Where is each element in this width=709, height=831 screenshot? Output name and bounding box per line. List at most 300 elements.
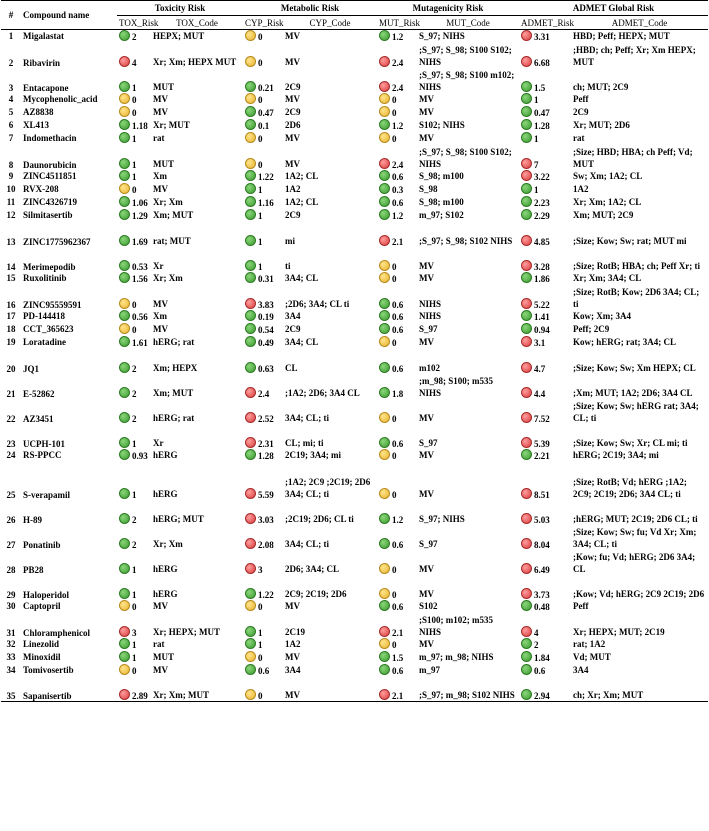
risk-indicator-icon bbox=[521, 689, 532, 700]
risk-score: 0.47 bbox=[534, 108, 550, 118]
cyp-code: 2D6 bbox=[285, 120, 301, 130]
risk-score: 1.2 bbox=[392, 514, 404, 525]
cyp-code: 1A2; CL bbox=[285, 197, 319, 207]
risk-score: 2.29 bbox=[534, 211, 550, 221]
risk-score: 0 bbox=[392, 589, 397, 600]
table-row bbox=[1, 106, 708, 119]
admet-code: Peff bbox=[573, 601, 589, 611]
admet-code: ;Size; Kow; Sw; fu; Vd Xr; Xm; 3A4; CL; ti bbox=[573, 526, 697, 549]
risk-indicator-icon bbox=[245, 260, 256, 271]
risk-score: 6.49 bbox=[534, 564, 550, 575]
risk-score: 1 bbox=[132, 172, 137, 182]
risk-indicator-icon bbox=[119, 310, 130, 321]
mut-risk bbox=[377, 196, 417, 209]
admet-risk bbox=[519, 323, 571, 336]
admet-code: ;Kow; Vd; hERG; 2C9 2C19; 2D6 bbox=[573, 588, 705, 599]
risk-indicator-icon bbox=[379, 689, 390, 700]
row-number: 19 bbox=[6, 337, 16, 347]
risk-score: 0.6 bbox=[258, 666, 270, 676]
risk-indicator-icon bbox=[119, 387, 130, 398]
mut-risk bbox=[377, 399, 417, 424]
cyp-risk bbox=[243, 424, 283, 449]
risk-indicator-icon bbox=[119, 651, 130, 662]
tox-code: MUT bbox=[153, 158, 174, 169]
tox-risk bbox=[117, 93, 151, 106]
tox-risk bbox=[117, 525, 151, 550]
admet-risk bbox=[519, 677, 571, 702]
risk-score: 0 bbox=[392, 261, 397, 272]
risk-score: 0 bbox=[392, 95, 397, 105]
compound-name: Linezolid bbox=[23, 639, 60, 649]
mut-code: MV bbox=[419, 488, 434, 499]
cyp-risk bbox=[243, 285, 283, 310]
cyp-risk bbox=[243, 132, 283, 145]
risk-indicator-icon bbox=[245, 119, 256, 130]
admet-risk bbox=[519, 600, 571, 613]
risk-score: 0 bbox=[132, 602, 137, 612]
tox-code: hERG; rat bbox=[153, 412, 195, 423]
row-number: 4 bbox=[8, 94, 14, 104]
cyp-risk bbox=[243, 525, 283, 550]
compound-name: Entacapone bbox=[23, 82, 69, 93]
admet-risk bbox=[519, 285, 571, 310]
risk-score: 7 bbox=[534, 159, 539, 170]
risk-indicator-icon bbox=[245, 362, 256, 373]
risk-score: 1.86 bbox=[534, 274, 550, 284]
risk-score: 1.22 bbox=[258, 589, 274, 600]
risk-indicator-icon bbox=[119, 158, 130, 169]
row-number: 13 bbox=[6, 236, 16, 247]
risk-indicator-icon bbox=[245, 638, 256, 649]
risk-indicator-icon bbox=[379, 260, 390, 271]
header-mut-code: MUT_Code bbox=[417, 16, 519, 30]
mut-risk bbox=[377, 500, 417, 525]
risk-indicator-icon bbox=[245, 235, 256, 246]
risk-indicator-icon bbox=[245, 310, 256, 321]
risk-score: 2.08 bbox=[258, 539, 274, 550]
cyp-risk bbox=[243, 209, 283, 222]
admet-code: ;hERG; MUT; 2C19; 2D6 CL; ti bbox=[573, 513, 698, 524]
admet-risk bbox=[519, 222, 571, 247]
risk-score: 1.06 bbox=[132, 198, 148, 208]
risk-indicator-icon bbox=[119, 412, 130, 423]
cyp-code: MV bbox=[285, 601, 300, 611]
tox-risk bbox=[117, 462, 151, 500]
table-row bbox=[1, 183, 708, 196]
tox-code: rat; MUT bbox=[153, 235, 191, 246]
admet-risk bbox=[519, 310, 571, 323]
risk-score: 0 bbox=[392, 338, 397, 348]
admet-code: Kow; Xm; 3A4 bbox=[573, 311, 631, 321]
mut-risk bbox=[377, 651, 417, 664]
mut-code: ;S_97; S_98; S100 S102; NIHS bbox=[419, 44, 512, 67]
row-number: 27 bbox=[6, 539, 16, 550]
risk-indicator-icon bbox=[245, 626, 256, 637]
risk-indicator-icon bbox=[521, 387, 532, 398]
risk-score: 0.19 bbox=[258, 312, 274, 322]
risk-score: 1.5 bbox=[534, 82, 546, 93]
cyp-risk bbox=[243, 600, 283, 613]
risk-indicator-icon bbox=[119, 170, 130, 181]
mut-code: ;S_97; S_98; S100 m102; NIHS bbox=[419, 69, 515, 92]
mut-code: ;m_98; S100; m535 NIHS bbox=[419, 375, 493, 398]
admet-code: Kow; hERG; rat; 3A4; CL bbox=[573, 337, 676, 347]
mut-code: MV bbox=[419, 273, 434, 283]
admet-code: rat bbox=[573, 133, 585, 143]
tox-risk bbox=[117, 106, 151, 119]
risk-score: 0.93 bbox=[132, 451, 148, 461]
mut-code: S_98 bbox=[419, 184, 438, 194]
risk-indicator-icon bbox=[379, 93, 390, 104]
risk-score: 0.1 bbox=[258, 121, 270, 131]
risk-score: 2.94 bbox=[534, 691, 550, 701]
cyp-risk bbox=[243, 575, 283, 600]
cyp-risk bbox=[243, 310, 283, 323]
compound-name: H-89 bbox=[23, 514, 42, 525]
tox-code: Xr; HEPX; MUT bbox=[153, 626, 220, 637]
admet-code: 1A2 bbox=[573, 184, 589, 194]
risk-indicator-icon bbox=[521, 437, 532, 448]
admet-code: ch; MUT; 2C9 bbox=[573, 81, 629, 92]
tox-risk bbox=[117, 196, 151, 209]
risk-indicator-icon bbox=[379, 387, 390, 398]
table-row bbox=[1, 285, 708, 310]
tox-risk bbox=[117, 132, 151, 145]
tox-risk bbox=[117, 664, 151, 677]
cyp-code: ;2C19; 2D6; CL ti bbox=[285, 513, 354, 524]
risk-indicator-icon bbox=[521, 336, 532, 347]
mut-risk bbox=[377, 132, 417, 145]
risk-score: 0 bbox=[258, 602, 263, 612]
admet-risk bbox=[519, 525, 571, 550]
risk-score: 3.1 bbox=[534, 338, 546, 348]
compound-name: UCPH-101 bbox=[23, 438, 65, 449]
cyp-risk bbox=[243, 323, 283, 336]
mut-risk bbox=[377, 145, 417, 170]
risk-score: 1.18 bbox=[132, 121, 148, 131]
tox-risk bbox=[117, 638, 151, 651]
cyp-code: ;1A2; 2C9 ;2C19; 2D6 3A4; CL; ti bbox=[285, 476, 371, 499]
table-row bbox=[1, 196, 708, 209]
risk-score: 4.7 bbox=[534, 363, 546, 374]
risk-indicator-icon bbox=[245, 81, 256, 92]
risk-indicator-icon bbox=[119, 563, 130, 574]
risk-indicator-icon bbox=[119, 132, 130, 143]
tox-risk bbox=[117, 272, 151, 285]
risk-indicator-icon bbox=[245, 158, 256, 169]
compound-name: Ribavirin bbox=[23, 57, 61, 68]
table-row bbox=[1, 613, 708, 638]
row-number: 33 bbox=[6, 652, 16, 662]
risk-indicator-icon bbox=[119, 298, 130, 309]
cyp-risk bbox=[243, 43, 283, 68]
compound-name: PD-144418 bbox=[23, 311, 65, 321]
cyp-code: 2D6; 3A4; CL bbox=[285, 563, 339, 574]
mut-code: S_98; m100 bbox=[419, 197, 464, 207]
risk-indicator-icon bbox=[119, 81, 130, 92]
cyp-code: CL bbox=[285, 362, 298, 373]
mut-risk bbox=[377, 449, 417, 462]
mut-code: S102; NIHS bbox=[419, 120, 465, 130]
tox-risk bbox=[117, 677, 151, 702]
tox-code: Xr; Xm; HEPX MUT bbox=[153, 56, 237, 67]
admet-code: Peff bbox=[573, 94, 589, 104]
risk-indicator-icon bbox=[245, 600, 256, 611]
admet-risk bbox=[519, 550, 571, 575]
row-number: 25 bbox=[6, 489, 16, 500]
risk-indicator-icon bbox=[245, 387, 256, 398]
admet-code: ;Xm; MUT; 1A2; 2D6; 3A4 CL bbox=[573, 387, 693, 398]
risk-score: 0.6 bbox=[534, 666, 546, 676]
admet-risk bbox=[519, 449, 571, 462]
risk-score: 1 bbox=[132, 640, 137, 650]
risk-indicator-icon bbox=[119, 30, 130, 41]
row-number: 34 bbox=[6, 665, 16, 675]
risk-indicator-icon bbox=[521, 298, 532, 309]
risk-indicator-icon bbox=[119, 538, 130, 549]
tox-code: hERG bbox=[153, 488, 178, 499]
header-tox-code: TOX_Code bbox=[151, 16, 243, 30]
risk-score: 2 bbox=[132, 413, 137, 424]
mut-risk bbox=[377, 323, 417, 336]
cyp-code: mi bbox=[285, 235, 295, 246]
risk-score: 0 bbox=[258, 159, 263, 170]
risk-indicator-icon bbox=[521, 488, 532, 499]
cyp-code: 2C9; 2C19; 2D6 bbox=[285, 588, 347, 599]
compound-name: Chloramphenicol bbox=[23, 627, 91, 638]
risk-indicator-icon bbox=[379, 196, 390, 207]
admet-risk bbox=[519, 68, 571, 93]
mut-code: S_97; NIHS bbox=[419, 31, 465, 42]
admet-code: Xr; Xm; 3A4; CL bbox=[573, 273, 642, 283]
cyp-risk bbox=[243, 170, 283, 183]
risk-indicator-icon bbox=[521, 158, 532, 169]
cyp-risk bbox=[243, 550, 283, 575]
risk-score: 5.39 bbox=[534, 438, 550, 449]
risk-indicator-icon bbox=[521, 119, 532, 130]
mut-risk bbox=[377, 336, 417, 349]
header-number: # bbox=[1, 1, 21, 30]
risk-score: 0.48 bbox=[534, 602, 550, 612]
tox-code: HEPX; MUT bbox=[153, 31, 205, 42]
mut-risk bbox=[377, 247, 417, 272]
header-tox-risk: TOX_Risk bbox=[119, 17, 159, 28]
mut-code: S_97 bbox=[419, 538, 438, 549]
tox-risk bbox=[117, 285, 151, 310]
risk-indicator-icon bbox=[245, 106, 256, 117]
table-row bbox=[1, 462, 708, 500]
cyp-risk bbox=[243, 651, 283, 664]
row-number: 31 bbox=[6, 627, 16, 638]
admet-code: ;Size; Kow; Sw; hERG rat; 3A4; CL; ti bbox=[573, 400, 699, 423]
risk-indicator-icon bbox=[379, 183, 390, 194]
admet-risk bbox=[519, 247, 571, 272]
cyp-code: 3A4; CL; ti bbox=[285, 538, 329, 549]
header-metabolic: Metabolic Risk bbox=[243, 1, 377, 16]
risk-indicator-icon bbox=[245, 538, 256, 549]
tox-risk bbox=[117, 500, 151, 525]
admet-code: rat; 1A2 bbox=[573, 639, 606, 649]
risk-indicator-icon bbox=[379, 336, 390, 347]
mut-code: S_98; m100 bbox=[419, 171, 464, 181]
admet-risk bbox=[519, 638, 571, 651]
row-number: 7 bbox=[8, 133, 14, 143]
cyp-code: MV bbox=[285, 94, 300, 104]
row-number: 9 bbox=[8, 171, 14, 181]
admet-risk bbox=[519, 664, 571, 677]
cyp-code: MV bbox=[285, 56, 300, 67]
table-row bbox=[1, 323, 708, 336]
admet-code: Vd; MUT bbox=[573, 652, 611, 662]
mut-risk bbox=[377, 374, 417, 399]
tox-risk bbox=[117, 449, 151, 462]
cyp-code: MV bbox=[285, 652, 300, 662]
cyp-code: 2C19 bbox=[285, 626, 305, 637]
admet-risk bbox=[519, 613, 571, 638]
cyp-risk bbox=[243, 500, 283, 525]
header-admet-code: ADMET_Code bbox=[571, 16, 708, 30]
tox-code: Xr; Xm; MUT bbox=[153, 690, 209, 700]
compound-name: ZINC4511851 bbox=[23, 171, 77, 181]
header-cyp-risk: CYP_Risk bbox=[245, 17, 284, 28]
admet-code: ;Size; RotB; Kow; 2D6 3A4; CL; ti bbox=[573, 286, 700, 309]
risk-score: 0 bbox=[392, 564, 397, 575]
row-number: 17 bbox=[6, 311, 16, 321]
risk-indicator-icon bbox=[119, 56, 130, 67]
tox-risk bbox=[117, 613, 151, 638]
risk-score: 1.28 bbox=[258, 451, 274, 461]
risk-indicator-icon bbox=[119, 196, 130, 207]
risk-score: 2 bbox=[132, 388, 137, 399]
row-number: 5 bbox=[8, 107, 14, 117]
risk-score: 0 bbox=[258, 57, 263, 68]
mut-risk bbox=[377, 462, 417, 500]
risk-score: 2.1 bbox=[392, 627, 404, 638]
risk-score: 0.54 bbox=[258, 325, 274, 335]
cyp-code: MV bbox=[285, 690, 300, 700]
row-number: 11 bbox=[6, 197, 16, 207]
risk-score: 1.56 bbox=[132, 274, 148, 284]
risk-score: 0 bbox=[132, 666, 137, 676]
risk-score: 3.31 bbox=[534, 32, 550, 43]
risk-indicator-icon bbox=[119, 488, 130, 499]
mut-risk bbox=[377, 600, 417, 613]
table-row bbox=[1, 132, 708, 145]
table-row bbox=[1, 93, 708, 106]
mut-risk bbox=[377, 310, 417, 323]
risk-indicator-icon bbox=[245, 449, 256, 460]
admet-risk bbox=[519, 424, 571, 449]
tox-code: MV bbox=[153, 601, 168, 611]
compound-name: Tomivosertib bbox=[23, 665, 74, 675]
compound-name: ZINC95559591 bbox=[23, 299, 82, 310]
risk-score: 0 bbox=[392, 489, 397, 500]
mut-risk bbox=[377, 525, 417, 550]
mut-risk bbox=[377, 106, 417, 119]
admet-risk bbox=[519, 209, 571, 222]
risk-score: 0 bbox=[392, 451, 397, 461]
admet-code: 3A4 bbox=[573, 665, 589, 675]
risk-indicator-icon bbox=[379, 310, 390, 321]
mut-risk bbox=[377, 638, 417, 651]
cyp-code: MV bbox=[285, 158, 300, 169]
risk-score: 1.5 bbox=[392, 653, 404, 663]
row-number: 28 bbox=[6, 564, 16, 575]
row-number: 6 bbox=[8, 120, 14, 130]
cyp-risk bbox=[243, 93, 283, 106]
cyp-code: 2C9 bbox=[285, 324, 301, 334]
mut-code: ;S_97; S_98; S102 NIHS bbox=[419, 235, 513, 246]
mut-code: MV bbox=[419, 107, 434, 117]
tox-risk bbox=[117, 374, 151, 399]
risk-indicator-icon bbox=[245, 170, 256, 181]
mut-code: m_97 bbox=[419, 665, 440, 675]
table-row bbox=[1, 677, 708, 702]
risk-indicator-icon bbox=[521, 56, 532, 67]
cyp-risk bbox=[243, 449, 283, 462]
table-row bbox=[1, 500, 708, 525]
tox-code: Xm; HEPX bbox=[153, 362, 198, 373]
risk-indicator-icon bbox=[379, 106, 390, 117]
risk-indicator-icon bbox=[521, 513, 532, 524]
row-number: 23 bbox=[6, 438, 16, 449]
admet-code: Sw; Xm; 1A2; CL bbox=[573, 171, 643, 181]
risk-score: 2 bbox=[132, 539, 137, 550]
tox-code: Xm; MUT bbox=[153, 210, 194, 220]
risk-indicator-icon bbox=[521, 235, 532, 246]
risk-indicator-icon bbox=[379, 449, 390, 460]
risk-score: 0 bbox=[258, 95, 263, 105]
risk-score: 1.8 bbox=[392, 388, 404, 399]
risk-indicator-icon bbox=[379, 158, 390, 169]
admet-risk bbox=[519, 106, 571, 119]
cyp-risk bbox=[243, 272, 283, 285]
compound-name: AZ8838 bbox=[23, 107, 54, 117]
risk-score: 1 bbox=[534, 185, 539, 195]
risk-score: 2 bbox=[132, 32, 137, 43]
risk-indicator-icon bbox=[245, 588, 256, 599]
risk-indicator-icon bbox=[119, 323, 130, 334]
cyp-code: 2C19; 3A4; mi bbox=[285, 450, 341, 460]
tox-code: MUT bbox=[153, 81, 174, 92]
cyp-risk bbox=[243, 30, 283, 43]
cyp-code: CL; mi; ti bbox=[285, 437, 324, 448]
risk-score: 0 bbox=[392, 640, 397, 650]
risk-score: 1.2 bbox=[392, 32, 404, 43]
risk-score: 5.22 bbox=[534, 299, 550, 310]
mut-code: MV bbox=[419, 563, 434, 574]
risk-indicator-icon bbox=[521, 362, 532, 373]
risk-indicator-icon bbox=[119, 689, 130, 700]
row-number: 18 bbox=[6, 324, 16, 334]
row-number: 1 bbox=[8, 31, 14, 42]
risk-score: 1 bbox=[534, 134, 539, 144]
risk-score: 1.61 bbox=[132, 338, 148, 348]
risk-indicator-icon bbox=[245, 336, 256, 347]
tox-code: MV bbox=[153, 94, 168, 104]
tox-code: hERG; MUT bbox=[153, 513, 204, 524]
risk-score: 1 bbox=[132, 159, 137, 170]
compound-name: PB28 bbox=[23, 564, 44, 575]
risk-score: 0.56 bbox=[132, 312, 148, 322]
risk-score: 1 bbox=[258, 185, 263, 195]
risk-indicator-icon bbox=[379, 638, 390, 649]
risk-indicator-icon bbox=[379, 272, 390, 283]
risk-score: 2.4 bbox=[392, 159, 404, 170]
risk-score: 3 bbox=[258, 564, 263, 575]
admet-code: ;Size; RotB; Vd; hERG ;1A2; 2C9; 2C19; 2D6; 3A4 CL; ti bbox=[573, 476, 687, 499]
risk-score: 1 bbox=[534, 95, 539, 105]
